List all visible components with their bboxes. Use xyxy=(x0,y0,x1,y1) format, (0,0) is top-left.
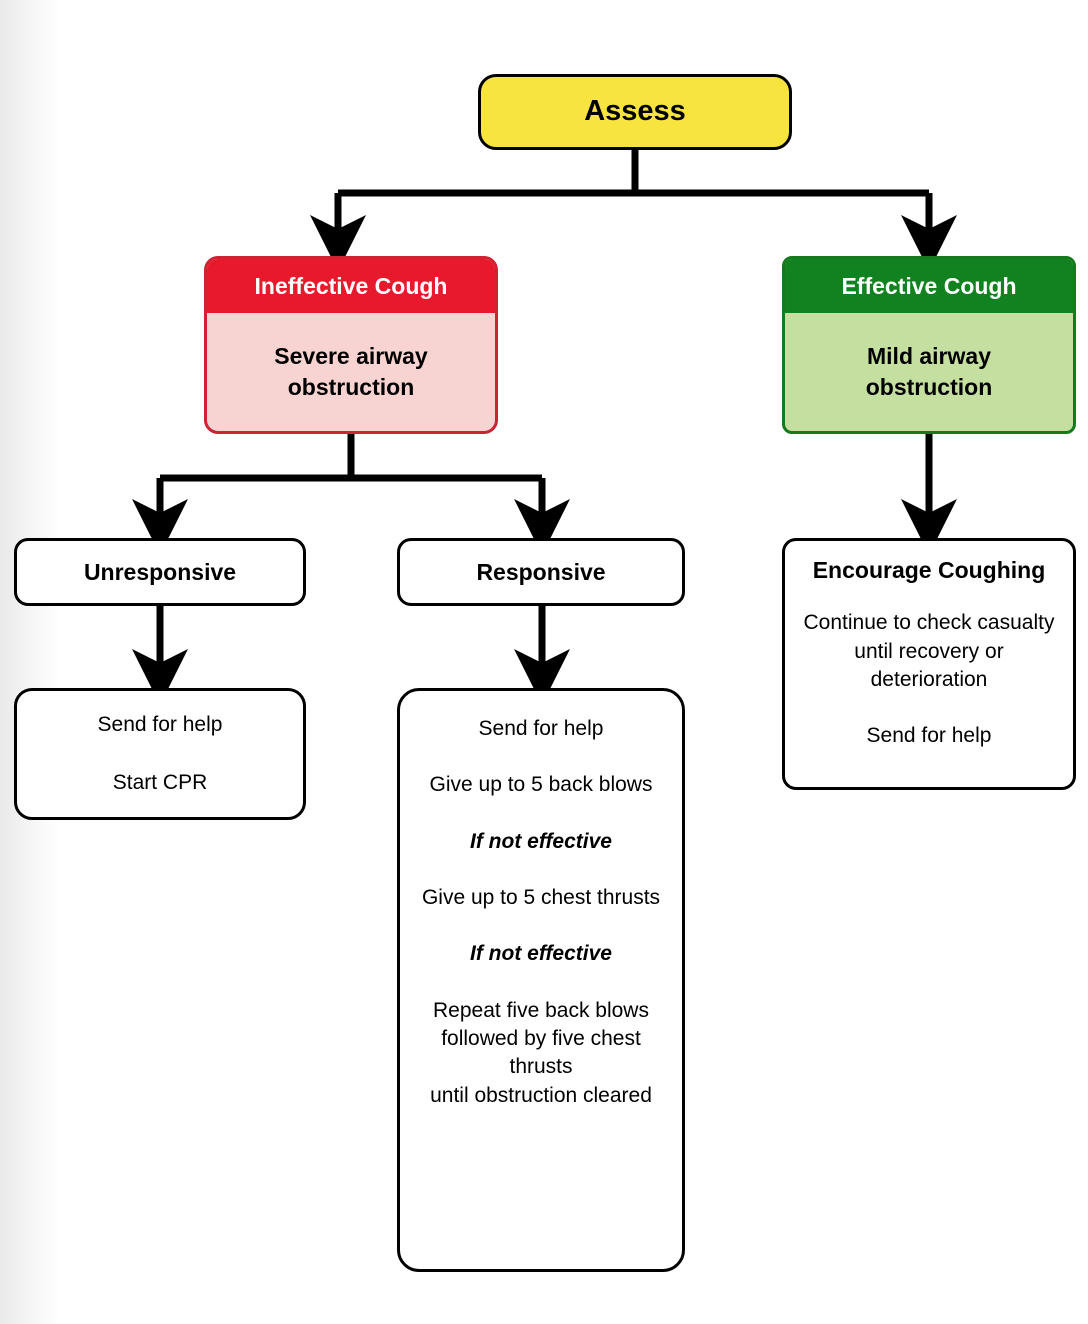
node-effective-cough[interactable] xyxy=(782,256,1076,434)
responsive-action-4: Give up to 5 chest thrusts xyxy=(421,886,661,910)
responsive-action-1: Send for help xyxy=(478,717,604,740)
node-unresponsive-actions-body xyxy=(31,711,289,798)
node-responsive-actions[interactable] xyxy=(397,688,685,1272)
node-unresponsive-actions[interactable] xyxy=(14,688,306,820)
node-responsive[interactable] xyxy=(397,538,685,606)
unresponsive-action-1: Send for help xyxy=(97,712,223,736)
node-assess[interactable] xyxy=(478,74,792,150)
responsive-action-3: If not effective xyxy=(470,829,612,853)
responsive-action-5: If not effective xyxy=(470,942,612,966)
node-encourage-coughing-body xyxy=(797,609,1061,750)
unresponsive-action-2: Start CPR xyxy=(112,771,208,794)
node-responsive-label: Responsive xyxy=(476,558,606,585)
node-ineffective-cough-header: Ineffective Cough xyxy=(207,259,495,313)
responsive-action-6: Repeat five back blows followed by five chest thrusts xyxy=(433,998,649,1079)
node-unresponsive[interactable] xyxy=(14,538,306,606)
node-ineffective-cough-body: Severe airway obstruction xyxy=(274,342,428,400)
responsive-action-2: Give up to 5 back blows xyxy=(429,773,653,797)
encourage-line-1: Continue to check casualty until recovery or deterioration xyxy=(803,611,1055,692)
node-responsive-actions-body xyxy=(414,715,668,1110)
node-effective-cough-header: Effective Cough xyxy=(785,259,1073,313)
node-assess-label: Assess xyxy=(584,95,686,128)
node-unresponsive-label: Unresponsive xyxy=(83,558,237,585)
node-effective-cough-body: Mild airway obstruction xyxy=(865,342,993,400)
encourage-line-2: Send for help xyxy=(866,724,992,748)
node-encourage-coughing[interactable] xyxy=(782,538,1076,790)
node-encourage-coughing-label: Encourage Coughing xyxy=(812,557,1046,583)
node-ineffective-cough[interactable] xyxy=(204,256,498,434)
responsive-action-7: until obstruction cleared xyxy=(430,1083,652,1107)
